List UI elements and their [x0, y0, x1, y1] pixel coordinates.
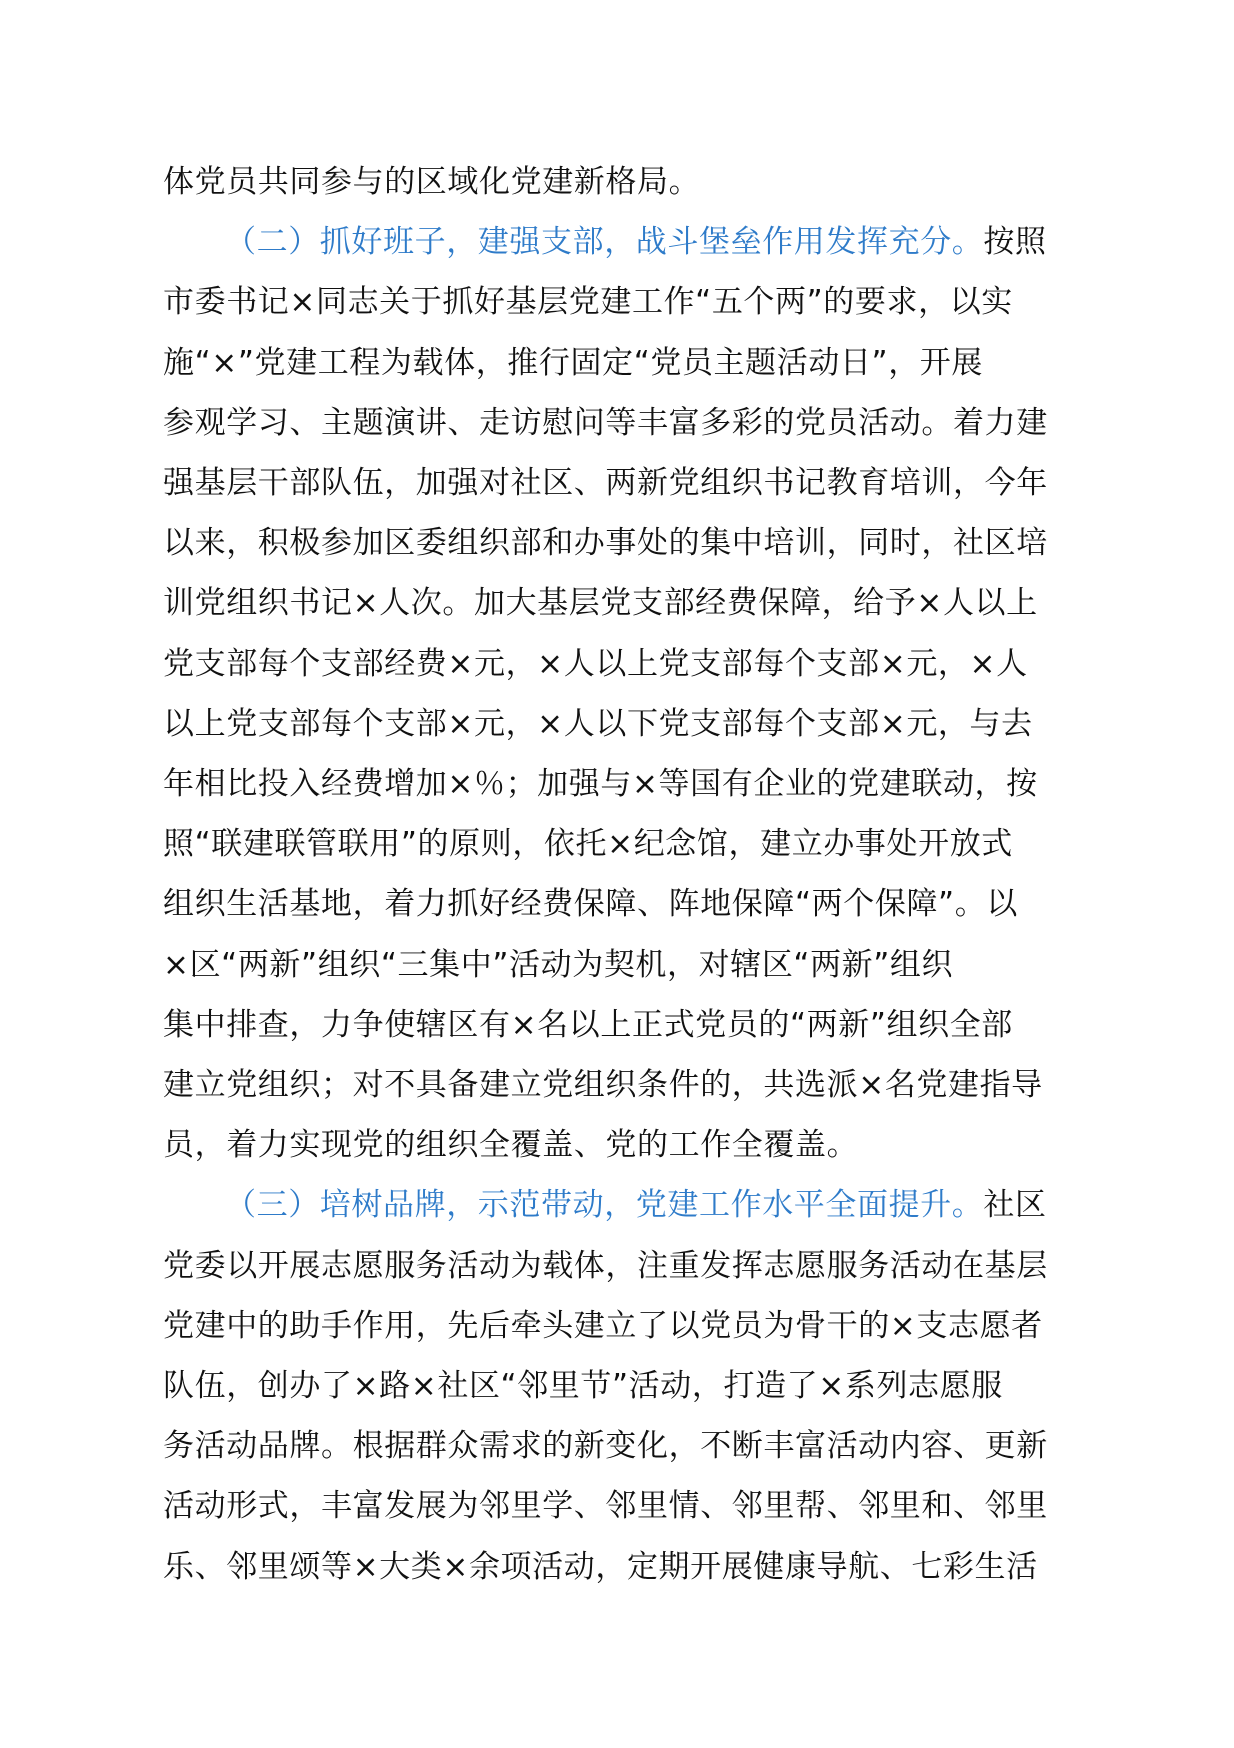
paragraph-1 [163, 152, 1103, 212]
text-line: 务活动品牌。根据群众需求的新变化，不断丰富活动内容、更新 [163, 1428, 1048, 1465]
text-line: 队伍，创办了×路×社区“邻里节”活动，打造了×系列志愿服 [163, 1368, 1003, 1405]
paragraph-2 [163, 212, 1103, 1175]
text-line: 年相比投入经费增加×％；加强与×等国有企业的党建联动，按 [163, 766, 1038, 803]
section-heading-3: （三）培树品牌，示范带动，党建工作水平全面提升。 [225, 1187, 984, 1224]
text-line: 参观学习、主题演讲、走访慰问等丰富多彩的党员活动。着力建 [163, 404, 1048, 441]
text-line: 组织生活基地，着力抓好经费保障、阵地保障“两个保障”。以 [163, 886, 1018, 923]
text-line: 施“×”党建工程为载体，推行固定“党员主题活动日”，开展 [163, 344, 984, 381]
text-line: 党支部每个支部经费×元，×人以上党支部每个支部×元，×人 [163, 645, 1028, 682]
paragraph-3 [163, 1175, 1103, 1596]
text-run: 按照 [983, 224, 1047, 261]
text-line: 党建中的助手作用，先后牵头建立了以党员为骨干的×支志愿者 [163, 1307, 1043, 1344]
paragraph-first-line [163, 212, 1103, 272]
text-line: 市委书记×同志关于抓好基层党建工作“五个两”的要求，以实 [163, 284, 1013, 321]
text-line: 体党员共同参与的区域化党建新格局。 [163, 164, 701, 200]
text-run: 社区 [983, 1187, 1047, 1224]
document-body [163, 152, 1103, 1597]
paragraph-first-line [163, 1175, 1103, 1235]
text-line: 以上党支部每个支部×元，×人以下党支部每个支部×元，与去 [163, 705, 1033, 742]
section-heading-2: （二）抓好班子，建强支部，战斗堡垒作用发挥充分。 [225, 224, 984, 261]
text-line: 集中排查，力争使辖区有×名以上正式党员的“两新”组织全部 [163, 1006, 1013, 1043]
text-line: 以来，积极参加区委组织部和办事处的集中培训，同时，社区培 [163, 525, 1048, 562]
text-line: 训党组织书记×人次。加大基层党支部经费保障，给予×人以上 [163, 585, 1038, 622]
text-line: 照“联建联管联用”的原则，依托×纪念馆，建立办事处开放式 [163, 826, 1013, 863]
text-line: 党委以开展志愿服务活动为载体，注重发挥志愿服务活动在基层 [163, 1247, 1048, 1284]
text-line: 乐、邻里颂等×大类×余项活动，定期开展健康导航、七彩生活 [163, 1548, 1038, 1585]
text-line: 员，着力实现党的组织全覆盖、党的工作全覆盖。 [163, 1127, 859, 1164]
text-line: 强基层干部队伍，加强对社区、两新党组织书记教育培训，今年 [163, 465, 1048, 502]
text-line: 活动形式，丰富发展为邻里学、邻里情、邻里帮、邻里和、邻里 [163, 1488, 1048, 1525]
text-line: ×区“两新”组织“三集中”活动为契机，对辖区“两新”组织 [163, 946, 954, 983]
text-line: 建立党组织；对不具备建立党组织条件的，共选派×名党建指导 [163, 1067, 1043, 1104]
